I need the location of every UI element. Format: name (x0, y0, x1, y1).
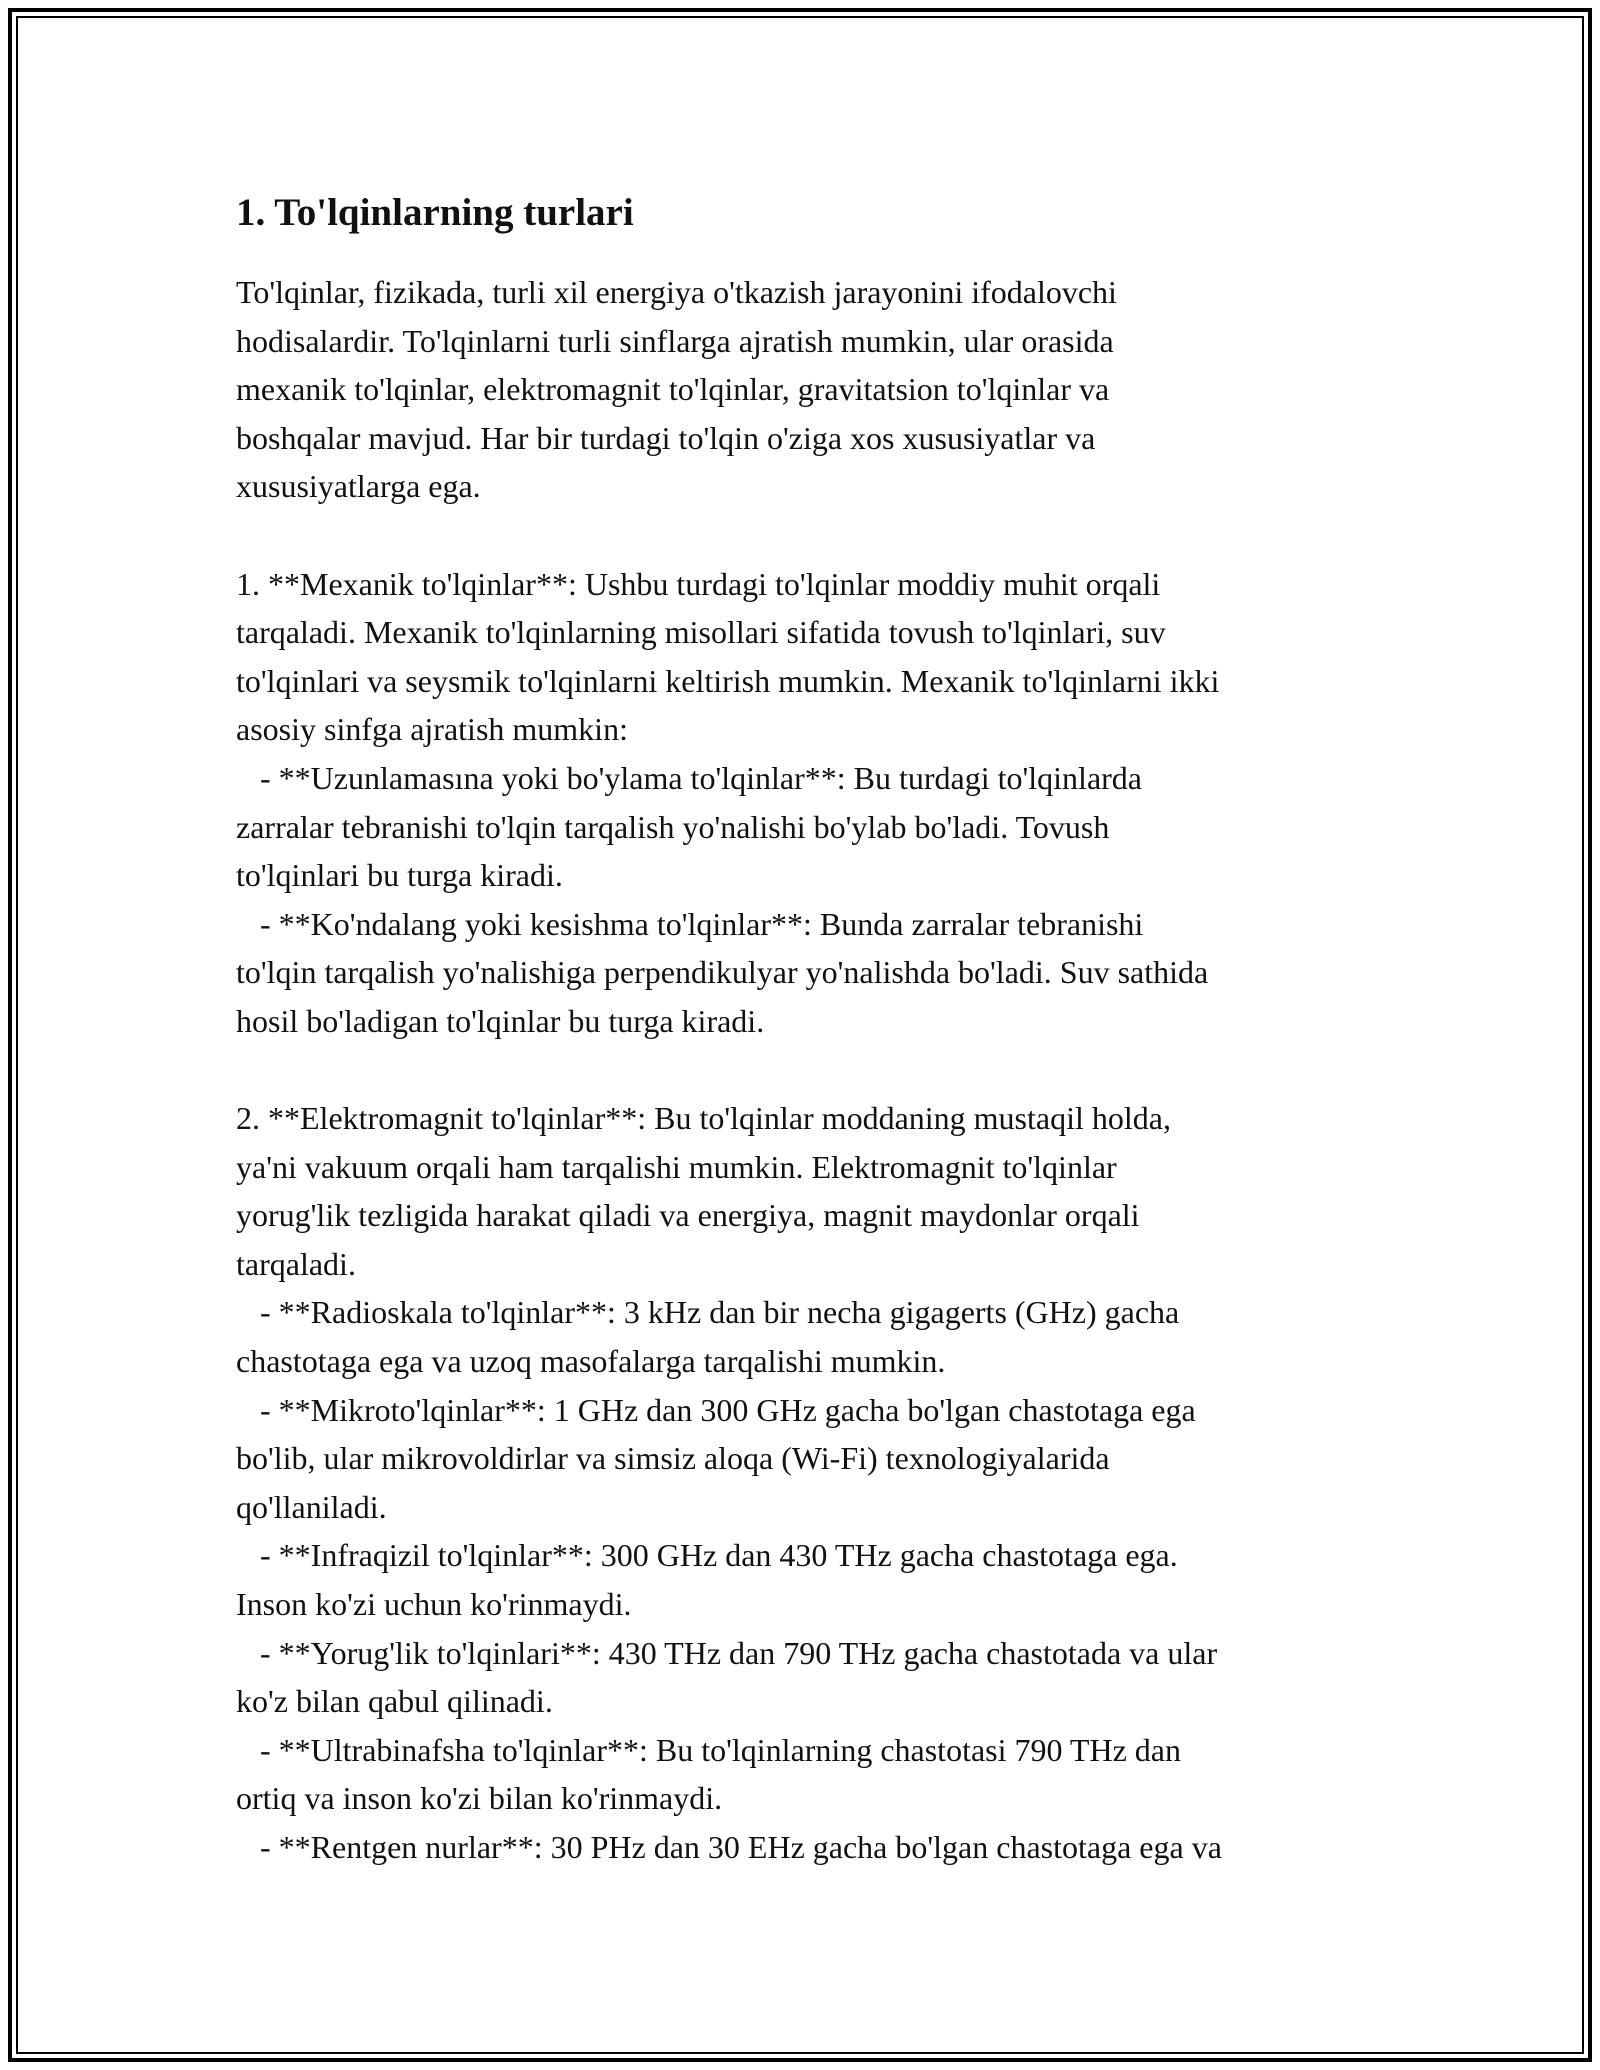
text-line: hosil bo'ladigan to'lqinlar bu turga kiradi. (236, 1002, 765, 1039)
text-line: tarqaladi. (236, 1245, 356, 1282)
text-line: yorug'lik tezligida harakat qiladi va energiya, magnit maydonlar orqali (236, 1197, 1140, 1234)
text-line: - **Radioskala to'lqinlar**: 3 kHz dan bir necha gigagerts (GHz) gacha (236, 1294, 1180, 1331)
text-line: qo'llaniladi. (236, 1488, 387, 1525)
text-line: chastotaga ega va uzoq masofalarga tarqalishi mumkin. (236, 1343, 946, 1380)
text-line: ortiq va inson ko'zi bilan ko'rinmaydi. (236, 1780, 723, 1817)
text-line: - **Ko'ndalang yoki kesishma to'lqinlar**: Bunda zarralar tebranishi (236, 905, 1144, 942)
text-line: - **Mikroto'lqinlar**: 1 GHz dan 300 GHz gacha bo'lgan chastotaga ega (236, 1391, 1196, 1428)
text-line: mexanik to'lqinlar, elektromagnit to'lqinlar, gravitatsion to'lqinlar va (236, 371, 1110, 408)
text-line: to'lqinlari va seysmik to'lqinlarni keltirish mumkin. Mexanik to'lqinlarni ikki (236, 662, 1220, 699)
text-line: to'lqin tarqalish yo'nalishiga perpendikulyar yo'nalishda bo'ladi. Suv sathida (236, 954, 1209, 991)
text-line: zarralar tebranishi to'lqin tarqalish yo'nalishi bo'ylab bo'ladi. Tovush (236, 808, 1110, 845)
document-body (236, 180, 1376, 1872)
paragraph-lines (236, 268, 1376, 1872)
text-line: asosiy sinfga ajratish mumkin: (236, 711, 628, 748)
text-line: - **Yorug'lik to'lqinlari**: 430 THz dan 790 THz gacha chastotada va ular (236, 1634, 1218, 1671)
text-line: - **Rentgen nurlar**: 30 PHz dan 30 EHz gacha bo'lgan chastotaga ega va (236, 1829, 1222, 1865)
blank-line (236, 511, 1376, 560)
text-line: hodisalardir. To'lqinlarni turli sinflarga ajratish mumkin, ular orasida (236, 322, 1114, 359)
text-line: - **Ultrabinafsha to'lqinlar**: Bu to'lqinlarning chastotasi 790 THz dan (236, 1731, 1181, 1768)
text-line: boshqalar mavjud. Har bir turdagi to'lqin o'ziga xos xususiyatlar va (236, 419, 1096, 456)
text-line: - **Infraqizil to'lqinlar**: 300 GHz dan 430 THz gacha chastotaga ega. (236, 1537, 1178, 1574)
text-line: - **Uzunlamasına yoki bo'ylama to'lqinlar**: Bu turdagi to'lqinlarda (236, 759, 1142, 796)
text-line: to'lqinlari bu turga kiradi. (236, 857, 563, 894)
text-line: 2. **Elektromagnit to'lqinlar**: Bu to'lqinlar moddaning mustaqil holda, (236, 1100, 1171, 1137)
section-heading: 1. To'lqinlarning turlari (236, 191, 634, 234)
text-line: tarqaladi. Mexanik to'lqinlarning misollari sifatida tovush to'lqinlari, suv (236, 614, 1166, 651)
text-line: xususiyatlarga ega. (236, 468, 481, 505)
text-line: Inson ko'zi uchun ko'rinmaydi. (236, 1586, 632, 1623)
text-line: ya'ni vakuum orqali ham tarqalishi mumkin. Elektromagnit to'lqinlar (236, 1148, 1117, 1185)
text-line: ko'z bilan qabul qilinadi. (236, 1683, 553, 1720)
text-line: 1. **Mexanik to'lqinlar**: Ushbu turdagi to'lqinlar moddiy muhit orqali (236, 565, 1161, 602)
text-line: bo'lib, ular mikrovoldirlar va simsiz aloqa (Wi-Fi) texnologiyalarida (236, 1440, 1110, 1477)
text-line: To'lqinlar, fizikada, turli xil energiya o'tkazish jarayonini ifodalovchi (236, 274, 1117, 310)
blank-line (236, 1046, 1376, 1095)
